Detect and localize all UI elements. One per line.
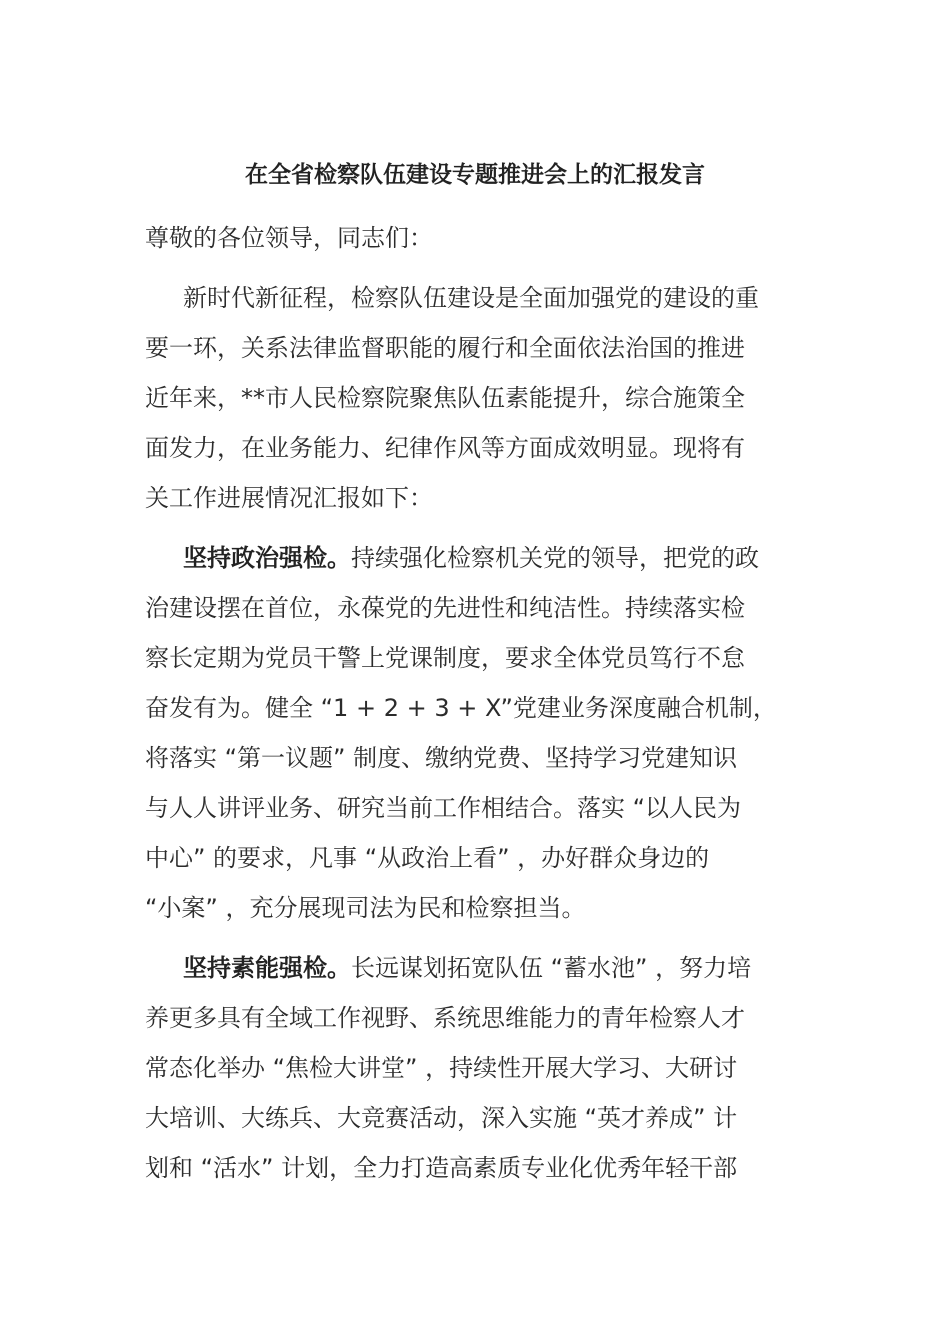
paragraph-line: 大培训、大练兵、大竞赛活动，深入实施 “英才养成” 计 [145, 1104, 738, 1132]
paragraph-line: 察长定期为党员干警上党课制度，要求全体党员笃行不怠 [145, 644, 745, 672]
paragraph-line: 养更多具有全域工作视野、系统思维能力的青年检察人才 [145, 1004, 745, 1032]
paragraph-line: 关工作进展情况汇报如下： [145, 484, 433, 512]
paragraph-line: 奋发有为。健全 “1 + 2 + 3 + X”党建业务深度融合机制， [145, 694, 777, 722]
paragraph-text: 持续强化检察机关党的领导，把党的政 [351, 544, 759, 572]
section-lead-heading: 坚持政治强检。 [183, 544, 351, 572]
paragraph-line: 与人人讲评业务、研究当前工作相结合。落实 “以人民为 [145, 794, 742, 822]
intro-paragraph [145, 273, 810, 523]
paragraph-line: 新时代新征程，检察队伍建设是全面加强党的建设的重 [183, 284, 759, 312]
section-political-paragraph [145, 533, 810, 933]
paragraph-line: 面发力，在业务能力、纪律作风等方面成效明显。现将有 [145, 434, 745, 462]
paragraph-line: “小案” ，充分展现司法为民和检察担当。 [145, 894, 586, 922]
paragraph-line: 要一环，关系法律监督职能的履行和全面依法治国的推进 [145, 334, 745, 362]
paragraph-line: 治建设摆在首位，永葆党的先进性和纯洁性。持续落实检 [145, 594, 745, 622]
paragraph-line [145, 943, 810, 993]
section-lead-heading: 坚持素能强检。 [183, 954, 351, 982]
paragraph-line: 划和 “活水” 计划，全力打造高素质专业化优秀年轻干部 [145, 1154, 738, 1182]
paragraph-line: 将落实 “第一议题” 制度、缴纳党费、坚持学习党建知识 [145, 744, 738, 772]
paragraph-line: 常态化举办 “焦检大讲堂” ，持续性开展大学习、大研讨 [145, 1054, 738, 1082]
paragraph-line: 近年来，**市人民检察院聚焦队伍素能提升，综合施策全 [145, 384, 745, 412]
paragraph-line [145, 533, 810, 583]
paragraph-text: 长远谋划拓宽队伍 “蓄水池” ，努力培 [351, 954, 752, 982]
paragraph-line: 中心” 的要求，凡事 “从政治上看” ，办好群众身边的 [145, 844, 710, 872]
document-title: 在全省检察队伍建设专题推进会上的汇报发言 [245, 162, 705, 188]
salutation: 尊敬的各位领导，同志们： [145, 224, 433, 252]
section-competence-paragraph [145, 943, 810, 1193]
